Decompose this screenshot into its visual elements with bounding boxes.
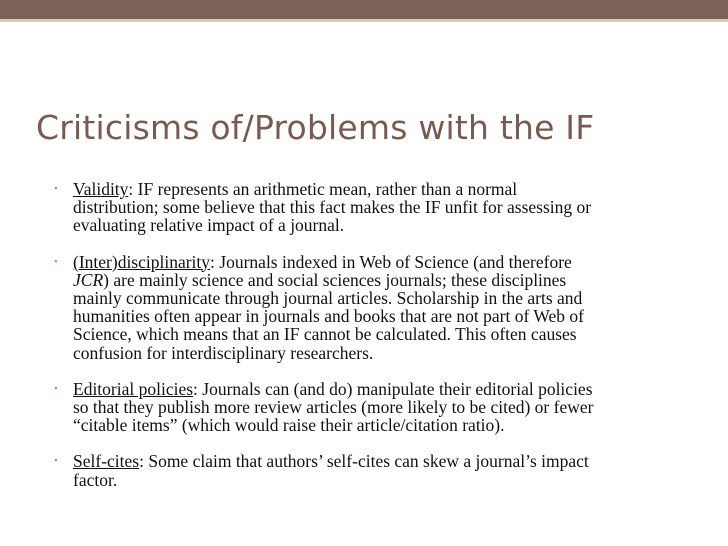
bullet-text: ) are mainly science and social sciences journals; these disciplines <box>103 269 567 290</box>
bullet-interdisciplinarity <box>54 253 694 362</box>
bullet-line: distribution; some believe that this fact makes the IF unfit for assessing or <box>73 197 592 218</box>
slide-title: Criticisms of/Problems with the IF <box>36 108 595 147</box>
bullet-self-cites <box>54 452 694 488</box>
bullet-line: evaluating relative impact of a journal. <box>73 215 345 236</box>
bullet-line <box>73 180 694 198</box>
header-bar <box>0 0 728 19</box>
bullet-marker: • <box>54 183 58 195</box>
bullet-text: : Some claim that authors’ self-cites can skew a journal’s impact <box>139 451 589 472</box>
bullet-marker: • <box>54 455 58 468</box>
bullet-line <box>73 253 694 271</box>
bullet-text: : Journals indexed in Web of Science (and therefore <box>210 251 572 272</box>
bullet-line <box>73 452 694 470</box>
bullet-line <box>73 271 694 289</box>
bullet-term: (Inter)disciplinarity <box>73 251 211 272</box>
header-accent-strip <box>0 19 728 22</box>
bullet-validity <box>54 180 694 235</box>
bullet-line: mainly communicate through journal articles. Scholarship in the arts and <box>73 288 583 309</box>
bullet-term: Validity <box>73 179 129 199</box>
bullet-marker: • <box>54 255 58 268</box>
bullet-line: Science, which means that an IF cannot be calculated. This often causes <box>73 324 577 345</box>
bullet-line: so that they publish more review articles (more likely to be cited) or fewer <box>73 397 594 418</box>
bullet-line: humanities often appear in journals and books that are not part of Web of <box>73 306 584 327</box>
bullet-text: : IF represents an arithmetic mean, rather than a normal <box>128 179 518 199</box>
bullet-text: : Journals can (and do) manipulate their editorial policies <box>193 378 593 399</box>
bullet-line: “citable items” (which would raise their article/citation ratio). <box>73 415 505 436</box>
bullet-line: confusion for interdisciplinary researchers. <box>73 342 374 363</box>
bullet-list <box>54 180 694 507</box>
bullet-marker: • <box>54 382 58 395</box>
bullet-line: factor. <box>73 469 118 490</box>
bullet-line <box>73 380 694 398</box>
bullet-term: Editorial policies <box>73 378 194 399</box>
jcr-italic: JCR <box>73 269 104 290</box>
bullet-editorial-policies <box>54 380 694 435</box>
bullet-term: Self-cites <box>73 451 140 472</box>
